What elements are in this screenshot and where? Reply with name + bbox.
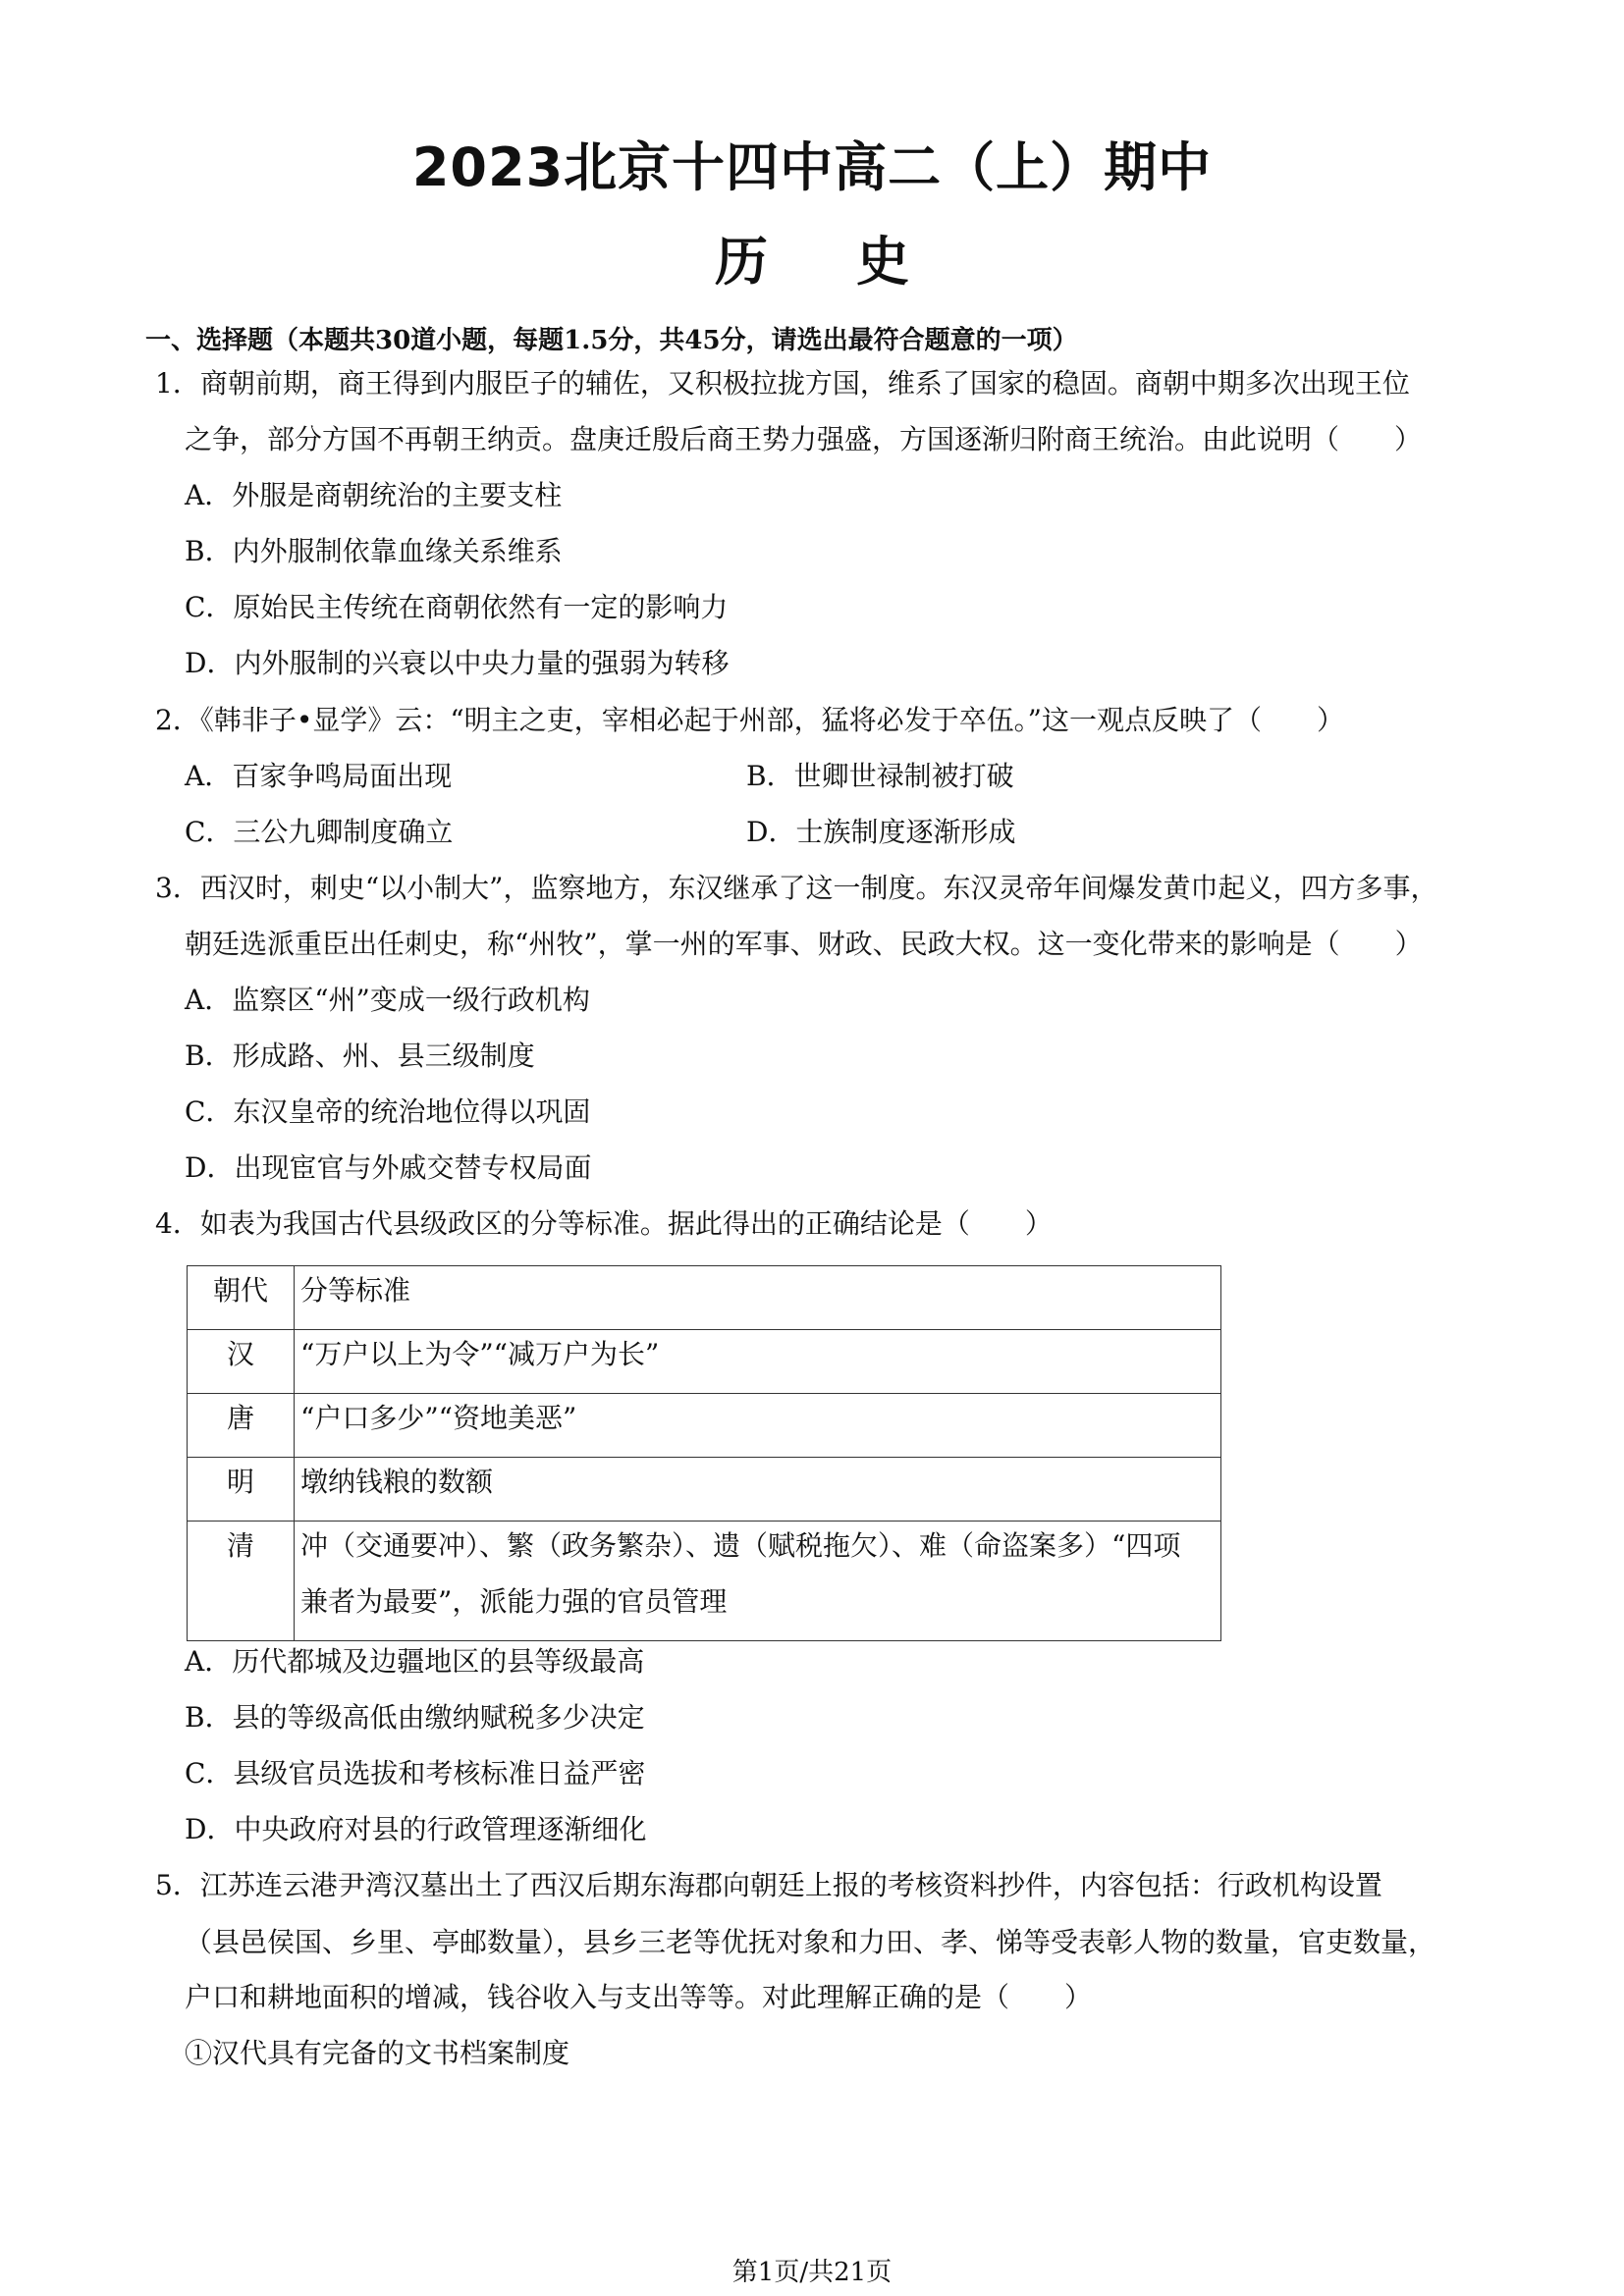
table-cell-dynasty: 明 [188, 1458, 295, 1522]
q1-stem-line1: 1．商朝前期，商王得到内服臣子的辅佐，又积极拉拢方国，维系了国家的稳固。商朝中期多次出现王位 [155, 367, 1410, 400]
county-grade-table [187, 1265, 1221, 1641]
table-cell-dynasty: 汉 [188, 1330, 295, 1394]
table-cell-standard: “万户以上为令”“减万户为长” [295, 1330, 1221, 1394]
q2-stem: 2．《韩非子•显学》云：“明主之吏，宰相必起于州部，猛将必发于卒伍。”这一观点反映了（ ） [155, 704, 1344, 736]
q4-option-d: D．中央政府对县的行政管理逐渐细化 [185, 1813, 647, 1845]
subject-title: 历史 [715, 231, 998, 293]
q2-option-a: A．百家争鸣局面出现 [185, 760, 453, 792]
q5-stem-line3: 户口和耕地面积的增减，钱谷收入与支出等等。对此理解正确的是（ ） [185, 1981, 1093, 2013]
q3-option-a: A．监察区“州”变成一级行政机构 [185, 984, 590, 1016]
q3-option-d: D．出现宦官与外戚交替专权局面 [185, 1151, 592, 1184]
table-row [188, 1522, 1221, 1641]
q3-stem-line1: 3．西汉时，刺史“以小制大”，监察地方，东汉继承了这一制度。东汉灵帝年间爆发黄巾起义，四方多事， [155, 872, 1438, 904]
table-cell-line2: 兼者为最要”，派能力强的官员管理 [300, 1585, 728, 1618]
table-cell-standard: “户口多少”“资地美恶” [295, 1394, 1221, 1458]
q4-option-c: C．县级官员选拔和考核标准日益严密 [185, 1757, 646, 1789]
table-cell-standard [295, 1522, 1221, 1641]
table-header-row [188, 1266, 1221, 1330]
q4-stem: 4．如表为我国古代县级政区的分等标准。据此得出的正确结论是（ ） [155, 1207, 1053, 1240]
q4-option-a: A．历代都城及边疆地区的县等级最高 [185, 1645, 645, 1678]
q5-item-1: ①汉代具有完备的文书档案制度 [185, 2037, 570, 2069]
q4-option-b: B．县的等级高低由缴纳赋税多少决定 [185, 1701, 645, 1734]
table-row [188, 1394, 1221, 1458]
table-cell-standard: 墩纳钱粮的数额 [295, 1458, 1221, 1522]
table-cell-dynasty: 唐 [188, 1394, 295, 1458]
q2-option-c: C．三公九卿制度确立 [185, 816, 454, 848]
table-cell-line1: 冲（交通要冲）、繁（政务繁杂）、遗（赋税拖欠）、难（命盗案多）“四项 [300, 1529, 1181, 1562]
q2-option-d: D．士族制度逐渐形成 [746, 816, 1016, 848]
q1-option-a: A．外服是商朝统治的主要支柱 [185, 479, 563, 511]
table-header-standard: 分等标准 [295, 1266, 1221, 1330]
q3-option-c: C．东汉皇帝的统治地位得以巩固 [185, 1095, 591, 1128]
q3-stem-line2: 朝廷选派重臣出任刺史，称“州牧”，掌一州的军事、财政、民政大权。这一变化带来的影响是（ ） [185, 928, 1423, 960]
q1-option-c: C．原始民主传统在商朝依然有一定的影响力 [185, 591, 729, 623]
q1-option-d: D．内外服制的兴衰以中央力量的强弱为转移 [185, 647, 730, 679]
table-cell-dynasty: 清 [188, 1522, 295, 1641]
table-row [188, 1330, 1221, 1394]
page-number: 第1页/共21页 [731, 2258, 893, 2287]
page-title: 2023北京十四中高二（上）期中 [411, 136, 1213, 198]
q1-stem-line2: 之争，部分方国不再朝王纳贡。盘庚迁殷后商王势力强盛，方国逐渐归附商王统治。由此说明（ ） [185, 423, 1423, 455]
q1-option-b: B．内外服制依靠血缘关系维系 [185, 535, 563, 567]
q5-stem-line2: （县邑侯国、乡里、亭邮数量），县乡三老等优抚对象和力田、孝、悌等受表彰人物的数量，官吏数量， [185, 1926, 1436, 1958]
table-header-dynasty: 朝代 [188, 1266, 295, 1330]
q5-stem-line1: 5．江苏连云港尹湾汉墓出土了西汉后期东海郡向朝廷上报的考核资料抄件，内容包括：行政机构设置 [155, 1869, 1382, 1901]
section-heading: 一、选择题（本题共30道小题，每题1.5分，共45分，请选出最符合题意的一项） [145, 326, 1078, 355]
table-row [188, 1458, 1221, 1522]
q3-option-b: B．形成路、州、县三级制度 [185, 1040, 535, 1072]
q2-option-b: B．世卿世禄制被打破 [746, 760, 1014, 792]
